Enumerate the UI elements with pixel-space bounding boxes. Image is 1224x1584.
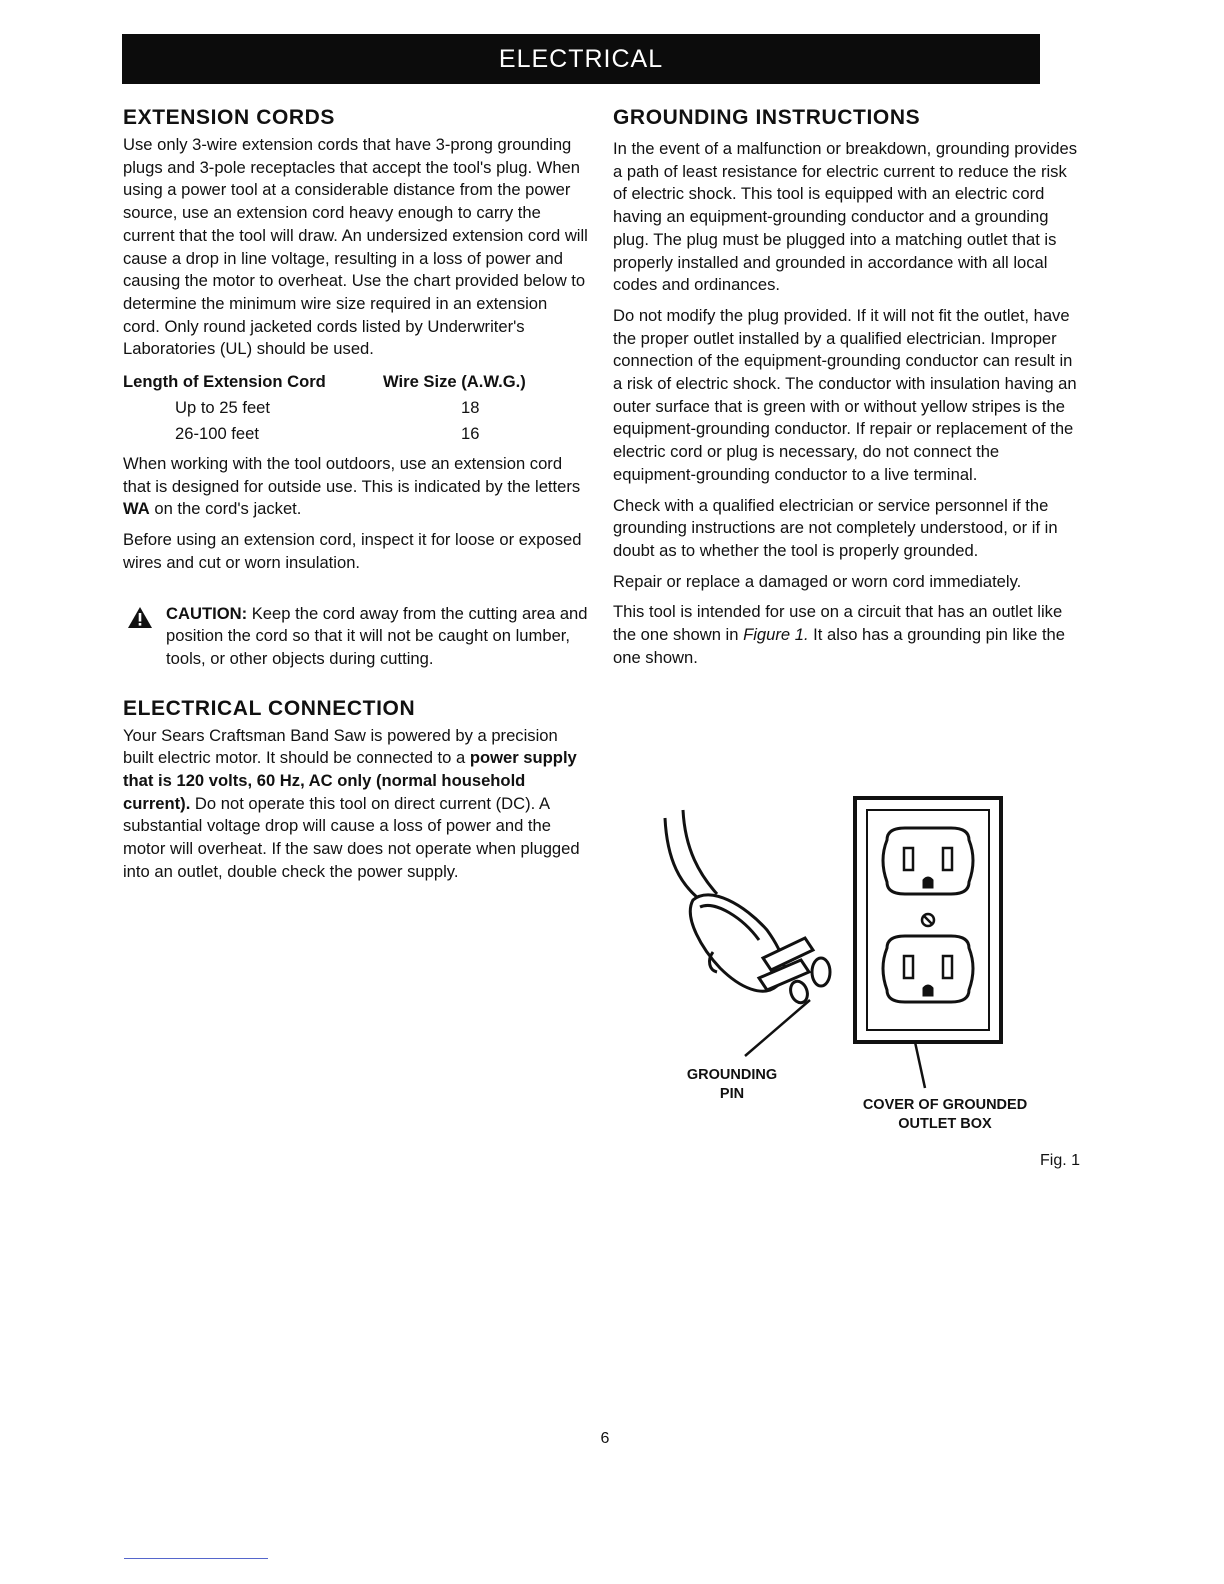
grounding-paragraph-5 bbox=[613, 601, 1083, 669]
table-row bbox=[123, 421, 588, 447]
table-cell-size: 18 bbox=[461, 398, 480, 418]
warning-triangle-icon bbox=[127, 606, 153, 629]
outdoor-text-a: When working with the tool outdoors, use an extension cord that is designed for outside use. This is indicated by the letters bbox=[123, 454, 581, 496]
extension-cords-paragraph: Use only 3-wire extension cords that have 3-prong grounding plugs and 3-pole receptacles that accept the tool's plug. When using a power tool at a considerable distance from the power source, use an extension cord heavy enough to carry the current that the tool will draw. An undersized extension cord will cause a drop in line voltage, resulting in a loss of power and causing the motor to overheat. Use the chart provided below to determine the minimum wire size required in an extension cord. Only round jacketed cords listed by Underwriter's Laboratories (UL) should be used. bbox=[123, 135, 588, 359]
table-header-row bbox=[123, 369, 588, 395]
inspect-cord-paragraph: Before using an extension cord, inspect it for loose or exposed wires and cut or worn insulation. bbox=[123, 530, 582, 572]
grounding-paragraph-3: Check with a qualified electrician or service personnel if the grounding instructions are not completely understood, or if in doubt as to whether the tool is properly grounded. bbox=[613, 495, 1058, 560]
caution-label: CAUTION: bbox=[166, 603, 248, 623]
table-row bbox=[123, 395, 588, 421]
section-banner bbox=[122, 34, 1040, 84]
grounding-paragraph-2: Do not modify the plug provided. If it will not fit the outlet, have the proper outlet installed by a qualified electrician. Improper connection of the equipment-grounding conductor can result in a risk of electric shock. The conductor with insulation having an outer surface that is green with or without yellow stripes is the equipment-grounding conductor. If repair or replacement of the electric cord or plug is necessary, do not connect the equipment-grounding conductor to a live terminal. bbox=[613, 305, 1077, 484]
outlet-box-label bbox=[845, 1096, 1045, 1134]
footer-rule bbox=[124, 1558, 268, 1559]
connection-text-b: Do not operate this tool on direct current (DC). A substantial voltage drop will cause a loss of power and the motor will overheat. If the saw does not operate when plugged into an outlet, double check the power supply. bbox=[123, 793, 580, 881]
outdoor-text-b: on the cord's jacket. bbox=[149, 499, 302, 519]
grounding-pin-label-line1: GROUNDING bbox=[686, 1067, 778, 1083]
extension-cords-heading: EXTENSION CORDS bbox=[123, 106, 336, 129]
connection-text-bold: power supply that is 120 volts, 60 Hz, AC only (normal household current). bbox=[123, 748, 577, 813]
power-cord-icon bbox=[665, 810, 717, 902]
right-column bbox=[613, 106, 1083, 677]
grounding-paragraph-4: Repair or replace a damaged or worn cord immediately. bbox=[613, 571, 1022, 591]
outlet-box-pointer bbox=[915, 1042, 925, 1088]
grounding-pin-pointer bbox=[745, 1000, 810, 1056]
electrical-connection-heading: ELECTRICAL CONNECTION bbox=[123, 696, 416, 720]
electrical-connection-paragraph bbox=[123, 725, 588, 884]
page-number: 6 bbox=[600, 1430, 610, 1447]
table-cell-length: 26-100 feet bbox=[175, 424, 259, 444]
grounding-pin-label-line2: PIN bbox=[719, 1086, 745, 1102]
plug-and-outlet-illustration bbox=[655, 790, 1085, 1090]
connection-text-a: Your Sears Craftsman Band Saw is powered by a precision built electric motor. It should be connected to a bbox=[123, 725, 558, 768]
table-header-length: Length of Extension Cord bbox=[123, 372, 326, 392]
grounding-text-a: This tool is intended for use on a circuit that has an outlet like the one shown in bbox=[613, 602, 1063, 645]
table-header-size: Wire Size (A.W.G.) bbox=[383, 372, 526, 392]
caution-text: Keep the cord away from the cutting area and position the cord so that it will not be caught on lumber, tools, or other objects during cutting. bbox=[166, 603, 588, 668]
grounding-pin-label bbox=[667, 1066, 797, 1104]
three-prong-plug-icon bbox=[690, 895, 830, 1005]
outlet-box-label-line1: COVER OF GROUNDED bbox=[862, 1097, 1028, 1113]
figure-1 bbox=[655, 790, 1085, 1180]
grounding-paragraph-1: In the event of a malfunction or breakdown, grounding provides a path of least resistance for electric current to reduce the risk of electric shock. This tool is equipped with an electric cord having an equipment-grounding conductor and a grounding plug. The plug must be plugged into a matching outlet that is properly installed and grounded in accordance with all local codes and ordinances. bbox=[613, 139, 1077, 295]
wire-size-table bbox=[123, 369, 588, 447]
banner-title: ELECTRICAL bbox=[498, 44, 664, 73]
table-cell-length: Up to 25 feet bbox=[175, 398, 271, 418]
outlet-box-label-line2: OUTLET BOX bbox=[898, 1116, 992, 1132]
table-cell-size: 16 bbox=[461, 424, 480, 444]
figure-reference: Figure 1. bbox=[743, 625, 809, 645]
figure-caption: Fig. 1 bbox=[1040, 1152, 1081, 1169]
grounded-outlet-icon bbox=[855, 798, 1001, 1042]
outdoor-use-paragraph bbox=[123, 453, 588, 521]
grounding-text-b: It also has a grounding pin like the one shown. bbox=[613, 625, 1066, 667]
caution-notice bbox=[123, 603, 588, 671]
grounding-heading: GROUNDING INSTRUCTIONS bbox=[613, 106, 921, 129]
left-column bbox=[123, 106, 588, 892]
outdoor-text-bold: WA bbox=[123, 499, 150, 519]
